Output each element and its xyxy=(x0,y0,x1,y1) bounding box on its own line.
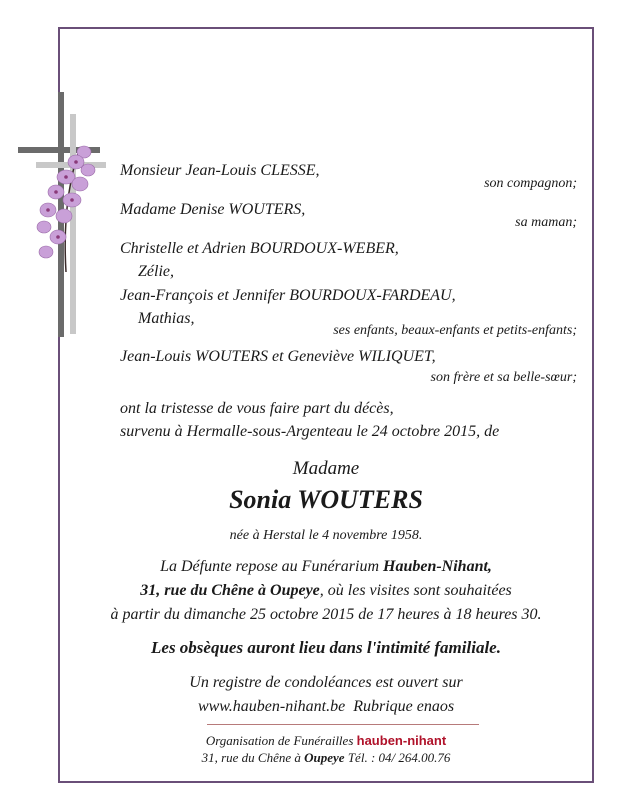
footer-phone: Tél. : 04/ 264.00.76 xyxy=(347,750,451,765)
announcement-line: ont la tristesse de vous faire part du décès, xyxy=(120,400,394,417)
funerarium-name: Hauben-Nihant, xyxy=(383,558,492,575)
brand-logo: hauben-nihant xyxy=(356,733,447,748)
relative-name: Zélie, xyxy=(138,263,174,280)
organisation-label: Organisation de Funérailles xyxy=(205,733,354,748)
website-link[interactable]: www.hauben-nihant.be xyxy=(197,698,346,715)
footer-town: Oupeye xyxy=(304,750,345,765)
footer-address xyxy=(58,750,594,766)
visiting-hours: à partir du dimanche 25 octobre 2015 de 17 heures à 18 heures 30. xyxy=(110,606,542,623)
deceased-name: Sonia WOUTERS xyxy=(229,485,423,514)
relative-relation: ses enfants, beaux-enfants et petits-enfants; xyxy=(333,323,577,338)
birth-info: née à Herstal le 4 novembre 1958. xyxy=(229,528,423,543)
rubrique-label: Rubrique enaos xyxy=(353,698,455,715)
repose-text: La Défunte repose au Funérarium xyxy=(160,558,379,575)
repose-address-line xyxy=(58,582,594,600)
relative-name: Mathias, xyxy=(138,310,195,327)
condolences-line: Un registre de condoléances est ouvert sur xyxy=(189,674,463,691)
deceased-title: Madame xyxy=(292,458,360,479)
organisation-line xyxy=(58,733,594,749)
relative-name: Monsieur Jean-Louis CLESSE, xyxy=(120,162,320,179)
relative-name: Christelle et Adrien BOURDOUX-WEBER, xyxy=(120,240,399,257)
condolences-web-line xyxy=(58,698,594,716)
relative-relation: son compagnon; xyxy=(484,176,577,191)
footer-divider xyxy=(207,724,479,725)
relative-relation: sa maman; xyxy=(515,215,577,230)
relative-name: Jean-Louis WOUTERS et Geneviève WILIQUET, xyxy=(120,348,436,365)
funeral-notice: Les obsèques auront lieu dans l'intimité familiale. xyxy=(151,638,501,657)
relative-name: Madame Denise WOUTERS, xyxy=(120,201,306,218)
relative-relation: son frère et sa belle-sœur; xyxy=(430,370,577,385)
funerarium-address: 31, rue du Chêne à Oupeye xyxy=(140,582,320,599)
visits-text: , où les visites sont souhaitées xyxy=(319,582,512,599)
relative-name: Jean-François et Jennifer BOURDOUX-FARDEAU, xyxy=(120,287,456,304)
footer-street: 31, rue du Chêne à xyxy=(201,750,301,765)
announcement-line: survenu à Hermalle-sous-Argenteau le 24 octobre 2015, de xyxy=(120,423,500,440)
repose-line xyxy=(58,558,594,576)
cross-with-orchids-icon xyxy=(18,92,108,337)
